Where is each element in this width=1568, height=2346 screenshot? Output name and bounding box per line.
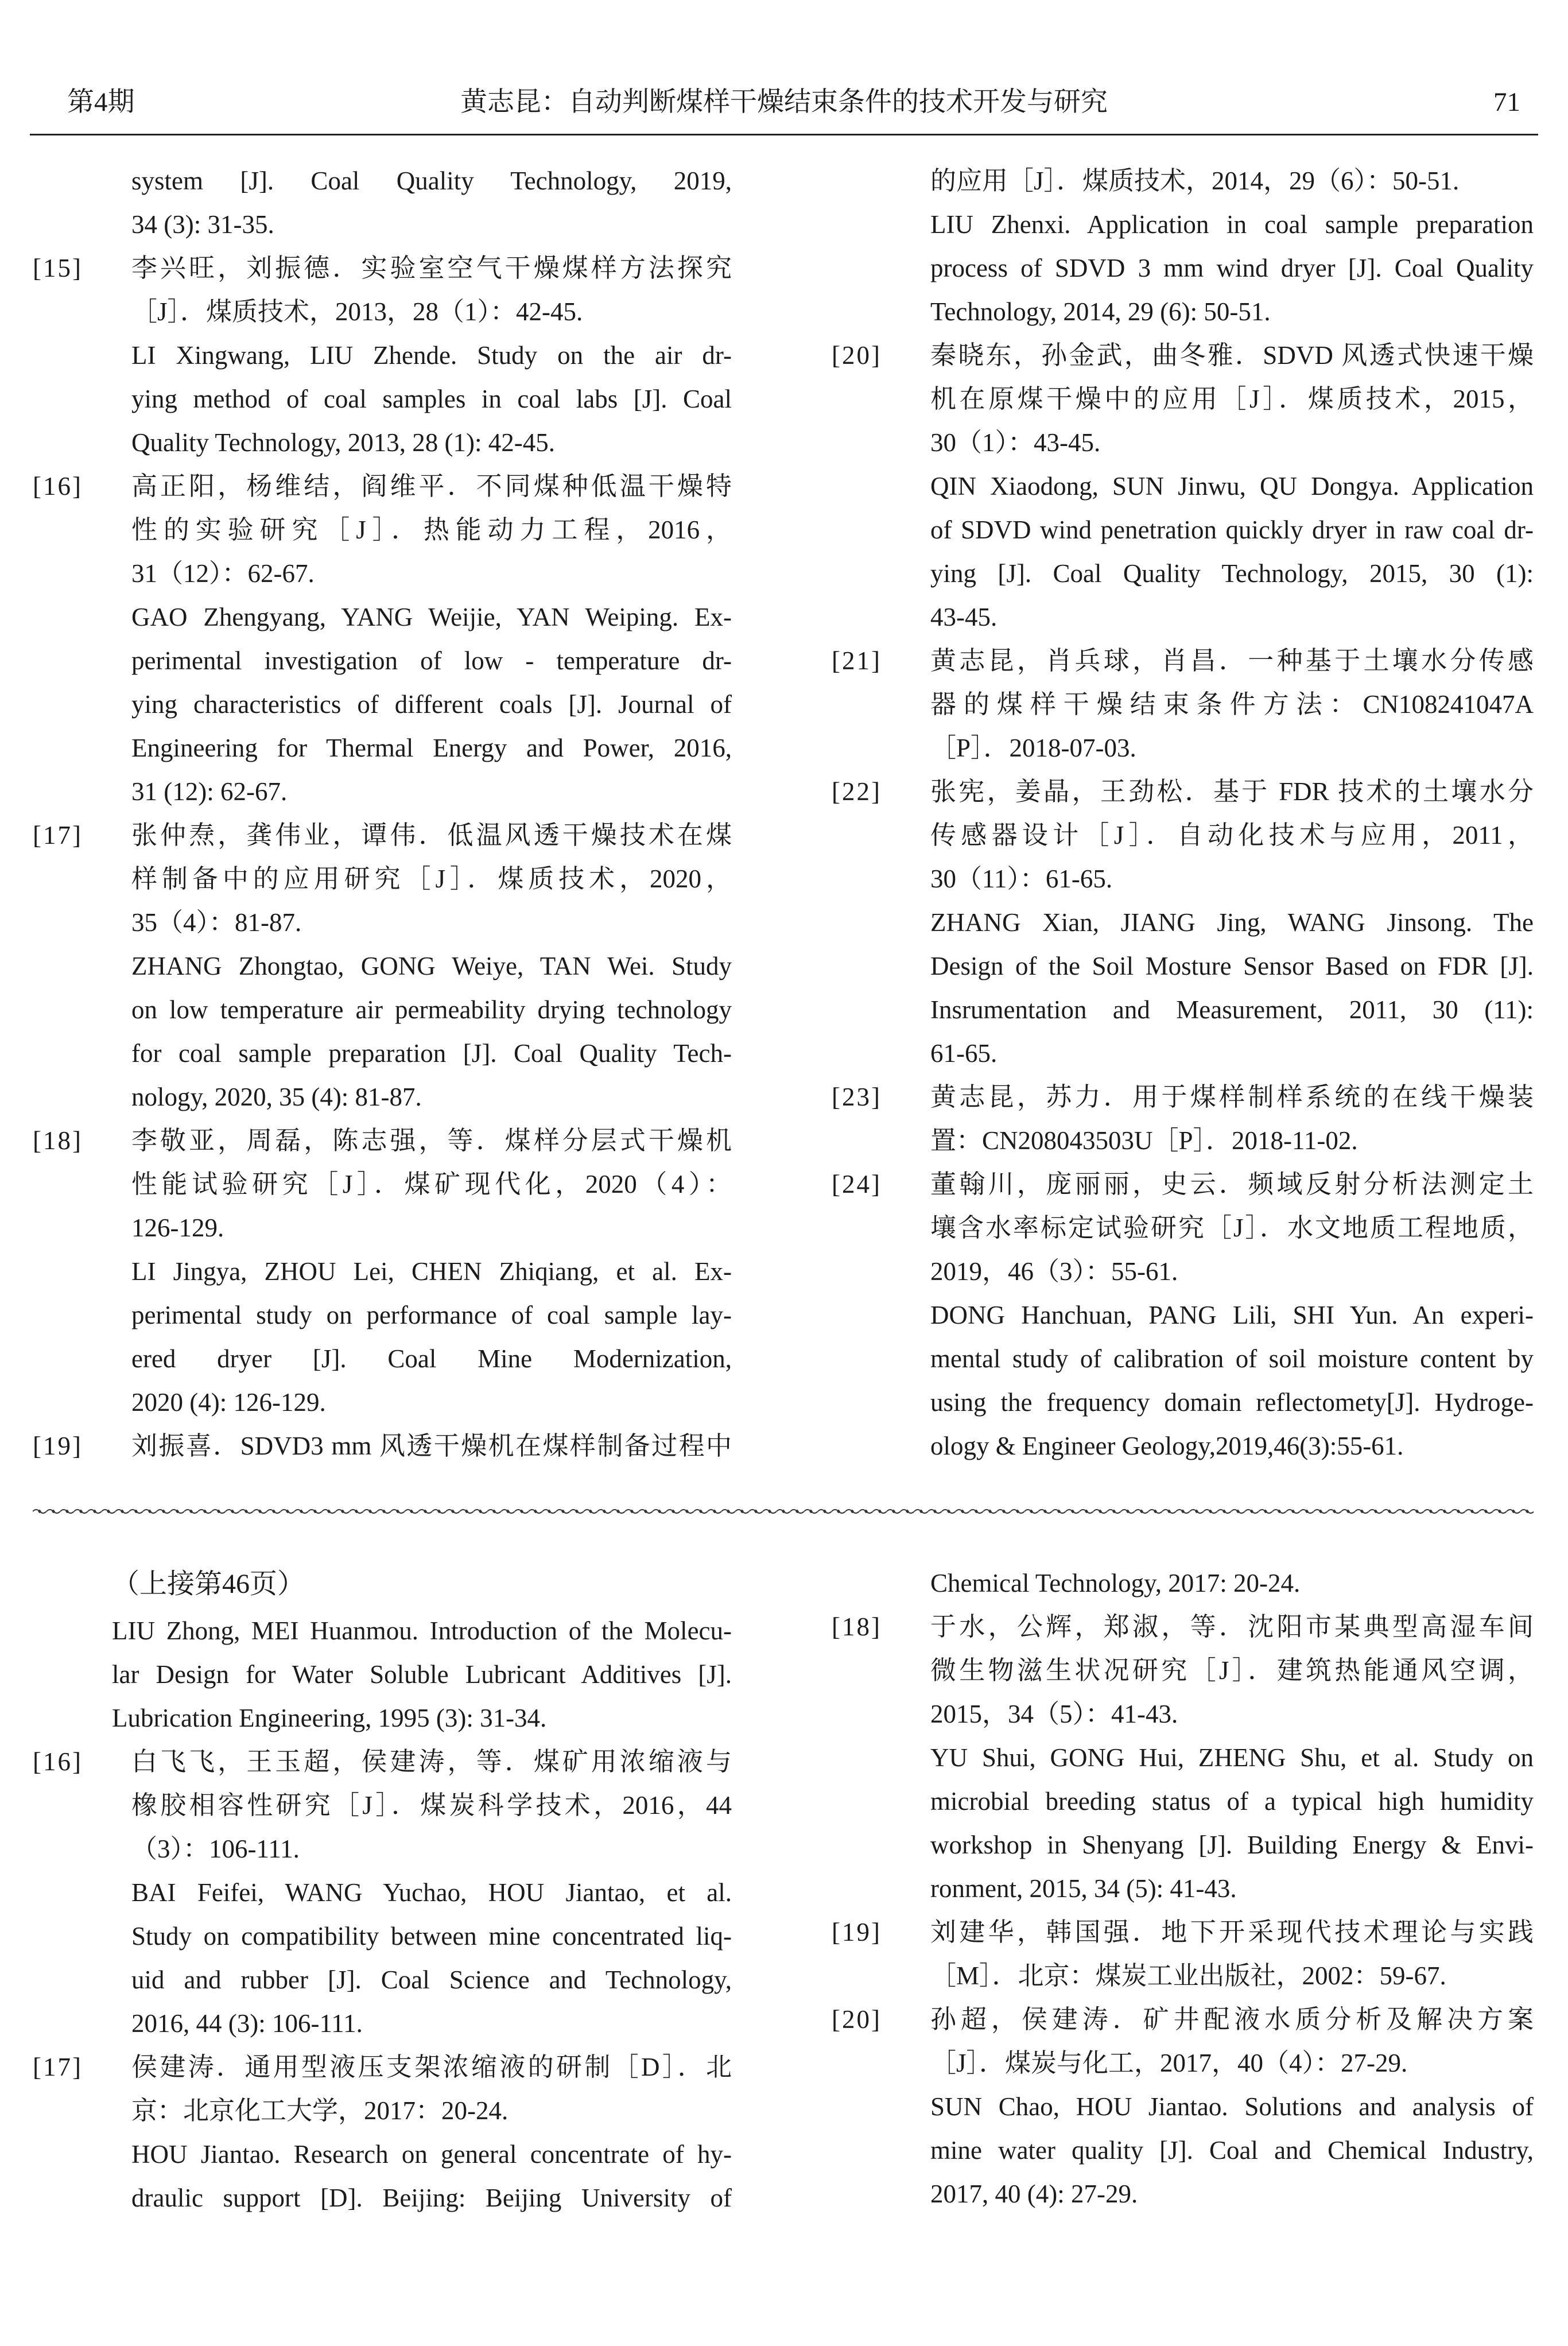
reference-line: system [J]. Coal Quality Technology, 2019, [131, 166, 732, 195]
reference-paragraph [131, 2132, 732, 2220]
reference-paragraph [930, 464, 1534, 639]
reference-line: DONG Hanchuan, PANG Lili, SHI Yun. An experi- [930, 1301, 1534, 1329]
reference-paragraph [930, 1605, 1534, 1736]
references-top-left [33, 159, 732, 1468]
reference-line: BAI Feifei, WANG Yuchao, HOU Jiantao, et al. [131, 1878, 732, 1907]
reference-entry [832, 1075, 1534, 1162]
reference-line: 刘振喜．SDVD3 mm 风透干燥机在煤样制备过程中 [131, 1432, 732, 1460]
reference-number: [17] [33, 821, 83, 850]
reference-line: 橡胶相容性研究［J］．煤炭科学技术，2016，44 [131, 1791, 732, 1820]
reference-line: nology, 2020, 35 (4): 81-87. [131, 1083, 422, 1111]
reference-body [930, 1998, 1534, 2216]
reference-line: Design of the Soil Mosture Sensor Based on FDR [J]. [930, 952, 1534, 980]
reference-line: Study on compatibility between mine concentrated liq- [131, 1922, 732, 1951]
reference-paragraph [112, 1609, 732, 1740]
reference-paragraph [131, 595, 732, 813]
reference-line: 秦晓东，孙金武，曲冬雅．SDVD 风透式快速干燥 [930, 341, 1534, 370]
reference-paragraph [131, 1740, 732, 1871]
reference-body [930, 1561, 1534, 1605]
reference-line: Insrumentation and Measurement, 2011, 30 (11): [930, 995, 1534, 1024]
reference-line: ered dryer [J]. Coal Mine Modernization, [131, 1344, 732, 1373]
reference-paragraph [131, 334, 732, 464]
reference-line: LIU Zhong, MEI Huanmou. Introduction of the Molecu- [112, 1616, 732, 1645]
reference-line: ［P］．2018-07-03. [930, 734, 1136, 762]
reference-body [112, 1609, 732, 1740]
reference-number: [18] [33, 1126, 83, 1155]
reference-line: 黄志昆，苏力．用于煤样制样系统的在线干燥装 [930, 1083, 1534, 1111]
reference-line: 性能试验研究［J］．煤矿现代化，2020（4）： [131, 1170, 732, 1199]
reference-line: Chemical Technology, 2017: 20-24. [930, 1569, 1301, 1597]
reference-line: 微生物滋生状况研究［J］．建筑热能通风空调， [930, 1656, 1534, 1685]
reference-body [930, 334, 1534, 639]
reference-line: 2020 (4): 126-129. [131, 1388, 326, 1417]
reference-line: ［J］．煤炭与化工，2017，40（4）：27-29. [930, 2049, 1408, 2077]
reference-line: 京：北京化工大学，2017：20-24. [131, 2096, 509, 2125]
reference-paragraph [930, 334, 1534, 464]
reference-entry [33, 1424, 732, 1468]
reference-line: 器的煤样干燥结束条件方法：CN108241047A [930, 690, 1534, 719]
reference-line: 43-45. [930, 603, 998, 631]
issue-label: 第4期 [67, 87, 135, 117]
reference-line: GAO Zhengyang, YANG Weijie, YAN Weiping. Ex- [131, 603, 732, 631]
reference-line: ying method of coal samples in coal labs [J]. Coal [131, 385, 732, 413]
reference-paragraph [930, 1075, 1534, 1162]
running-title: 黄志昆：自动判断煤样干燥结束条件的技术开发与研究 [460, 87, 1108, 117]
reference-line: 孙超，侯建涛．矿井配液水质分析及解决方案 [930, 2005, 1534, 2034]
reference-number [832, 1561, 930, 1605]
reference-line: mine water quality [J]. Coal and Chemical Industry, [930, 2136, 1534, 2165]
reference-entry [33, 1740, 732, 2045]
reference-line: ying [J]. Coal Quality Technology, 2015, 30 (1): [930, 559, 1534, 588]
reference-line: ［M］．北京：煤炭工业出版社，2002：59-67. [930, 1961, 1446, 1990]
reference-paragraph [131, 246, 732, 334]
reference-line: 2015，34（5）：41-43. [930, 1700, 1178, 1728]
reference-line: of SDVD wind penetration quickly dryer in raw coal dr- [930, 515, 1534, 544]
reference-paragraph [930, 901, 1534, 1075]
reference-body [930, 1910, 1534, 1998]
reference-number [832, 159, 930, 203]
reference-line: workshop in Shenyang [J]. Building Energy & Envi- [930, 1831, 1534, 1859]
reference-number: [15] [33, 254, 83, 282]
reference-line: LI Xingwang, LIU Zhende. Study on the air dr- [131, 341, 732, 370]
reference-number: [21] [832, 646, 882, 675]
reference-line: 传感器设计［J］．自动化技术与应用，2011， [930, 821, 1534, 850]
page-number: 71 [1493, 87, 1520, 117]
reference-entry [832, 1605, 1534, 1910]
reference-line: ronment, 2015, 34 (5): 41-43. [930, 1874, 1237, 1903]
reference-line: 壤含水率标定试验研究［J］．水文地质工程地质， [930, 1213, 1534, 1242]
reference-line: 31 (12): 62-67. [131, 777, 288, 806]
reference-paragraph [930, 159, 1534, 203]
reference-paragraph [131, 159, 732, 246]
reference-line: draulic support [D]. Beijing: Beijing University of [131, 2184, 732, 2212]
reference-paragraph [930, 203, 1534, 334]
reference-line: 置：CN208043503U［P］．2018-11-02. [930, 1126, 1358, 1155]
reference-continuation [832, 1561, 1534, 1605]
reference-number: [16] [33, 472, 83, 501]
reference-body [131, 1119, 732, 1424]
reference-line: LIU Zhenxi. Application in coal sample preparation [930, 210, 1534, 239]
reference-continuation [33, 1609, 732, 1740]
reference-number: [16] [33, 1747, 83, 1776]
reference-entry [832, 770, 1534, 1075]
reference-line: 35（4）：81-87. [131, 908, 302, 937]
reference-continuation [33, 159, 732, 246]
reference-line: 126-129. [131, 1213, 224, 1242]
reference-line: YU Shui, GONG Hui, ZHENG Shu, et al. Study on [930, 1743, 1534, 1772]
reference-body [930, 1605, 1534, 1910]
reference-body [930, 159, 1534, 334]
references-bottom-left [33, 1609, 732, 2220]
reference-line: 张仲焘，龚伟业，谭伟．低温风透干燥技术在煤 [131, 821, 732, 850]
reference-number [33, 159, 131, 203]
reference-line: 机在原煤干燥中的应用［J］．煤质技术，2015， [930, 385, 1534, 413]
reference-line: 白飞飞，王玉超，侯建涛，等．煤矿用浓缩液与 [131, 1747, 732, 1776]
reference-line: on low temperature air permeability drying technology [131, 995, 732, 1024]
reference-line: Engineering for Thermal Energy and Power, 2016, [131, 734, 732, 762]
reference-body [930, 770, 1534, 1075]
reference-body [131, 1740, 732, 2045]
reference-number: [18] [832, 1612, 882, 1641]
reference-line: ying characteristics of different coals [J]. Journal of [131, 690, 732, 719]
reference-line: 2016, 44 (3): 106-111. [131, 2009, 363, 2038]
reference-paragraph [131, 464, 732, 595]
reference-line: 31（12）：62-67. [131, 559, 315, 588]
reference-body [131, 246, 732, 464]
reference-body [131, 464, 732, 813]
reference-line: 黄志昆，肖兵球，肖昌．一种基于土壤水分传感 [930, 646, 1534, 675]
reference-paragraph [930, 1293, 1534, 1468]
reference-body [131, 159, 732, 246]
reference-line: HOU Jiantao. Research on general concentrate of hy- [131, 2140, 732, 2169]
reference-entry [33, 464, 732, 813]
reference-paragraph [131, 1871, 732, 2045]
reference-number: [19] [832, 1918, 882, 1946]
header-rule [30, 134, 1538, 135]
reference-line: 侯建涛．通用型液压支架浓缩液的研制［D］．北 [131, 2053, 732, 2081]
reference-line: 2017, 40 (4): 27-29. [930, 2180, 1138, 2208]
reference-paragraph [131, 813, 732, 944]
reference-line: uid and rubber [J]. Coal Science and Technology, [131, 1965, 732, 1994]
section-divider [33, 1506, 1534, 1517]
reference-entry [33, 246, 732, 464]
reference-line: 30（1）：43-45. [930, 428, 1101, 457]
reference-line: 于水，公辉，郑淑，等．沈阳市某典型高湿车间 [930, 1612, 1534, 1641]
reference-body [131, 2045, 732, 2220]
reference-body [930, 1075, 1534, 1162]
continuation-note: （上接第46页） [112, 1569, 305, 1599]
reference-paragraph [930, 770, 1534, 901]
reference-continuation [832, 159, 1534, 334]
reference-entry [832, 1998, 1534, 2216]
references-top-right [832, 159, 1534, 1468]
reference-line: 样制备中的应用研究［J］．煤质技术，2020， [131, 864, 732, 893]
reference-body [131, 813, 732, 1119]
reference-line: 性的实验研究［J］．热能动力工程，2016， [131, 515, 732, 544]
reference-entry [33, 1119, 732, 1424]
reference-number: [20] [832, 341, 882, 370]
reference-line: 李兴旺，刘振德．实验室空气干燥煤样方法探究 [131, 254, 732, 282]
reference-line: LI Jingya, ZHOU Lei, CHEN Zhiqiang, et al. Ex- [131, 1257, 732, 1286]
reference-paragraph [131, 1424, 732, 1468]
reference-entry [832, 1910, 1534, 1998]
reference-line: Technology, 2014, 29 (6): 50-51. [930, 297, 1271, 326]
reference-paragraph [930, 2085, 1534, 2216]
reference-body [930, 1162, 1534, 1468]
reference-line: process of SDVD 3 mm wind dryer [J]. Coal Quality [930, 254, 1534, 282]
reference-line: ZHANG Zhongtao, GONG Weiye, TAN Wei. Study [131, 952, 732, 980]
references-bottom-right [832, 1561, 1534, 2216]
reference-number: [20] [832, 2005, 882, 2034]
reference-line: 刘建华，韩国强．地下开采现代技术理论与实践 [930, 1918, 1534, 1946]
reference-entry [832, 639, 1534, 770]
reference-entry [832, 334, 1534, 639]
reference-paragraph [930, 639, 1534, 770]
reference-line: QIN Xiaodong, SUN Jinwu, QU Dongya. Application [930, 472, 1534, 501]
reference-paragraph [131, 1250, 732, 1424]
reference-line: 30（11）：61-65. [930, 864, 1113, 893]
reference-line: ology & Engineer Geology,2019,46(3):55-61. [930, 1432, 1404, 1460]
reference-line: 高正阳，杨维结，阎维平．不同煤种低温干燥特 [131, 472, 732, 501]
reference-line: ［J］．煤质技术，2013，28（1）：42-45. [131, 297, 583, 326]
reference-paragraph [930, 1162, 1534, 1293]
reference-body [930, 639, 1534, 770]
reference-entry [33, 2045, 732, 2220]
reference-body [131, 1424, 732, 1468]
reference-line: 61-65. [930, 1039, 998, 1068]
reference-paragraph [131, 944, 732, 1119]
reference-paragraph [930, 1998, 1534, 2085]
reference-line: lar Design for Water Soluble Lubricant Additives [J]. [112, 1660, 732, 1689]
reference-number: [24] [832, 1170, 882, 1199]
reference-line: for coal sample preparation [J]. Coal Quality Tech- [131, 1039, 732, 1068]
reference-line: perimental study on performance of coal sample lay- [131, 1301, 732, 1329]
reference-line: （3）：106-111. [131, 1835, 300, 1863]
reference-number: [17] [33, 2053, 83, 2081]
reference-paragraph [131, 1119, 732, 1250]
reference-line: 的应用［J］．煤质技术，2014，29（6）：50-51. [930, 166, 1460, 195]
reference-line: Lubrication Engineering, 1995 (3): 31-34. [112, 1704, 547, 1732]
reference-paragraph [930, 1736, 1534, 1910]
reference-paragraph [930, 1910, 1534, 1998]
reference-line: microbial breeding status of a typical high humidity [930, 1787, 1534, 1816]
reference-line: ZHANG Xian, JIANG Jing, WANG Jinsong. The [930, 908, 1534, 937]
reference-number: [22] [832, 777, 882, 806]
reference-number: [19] [33, 1432, 83, 1460]
reference-entry [33, 813, 732, 1119]
reference-paragraph [930, 1561, 1534, 1605]
reference-line: using the frequency domain reflectomety[J]. Hydroge- [930, 1388, 1534, 1417]
reference-line: 董翰川，庞丽丽，史云．频域反射分析法测定土 [930, 1170, 1534, 1199]
reference-paragraph [131, 2045, 732, 2132]
reference-line: 2019，46（3）：55-61. [930, 1257, 1178, 1286]
reference-line: SUN Chao, HOU Jiantao. Solutions and analysis of [930, 2092, 1534, 2121]
reference-line: Quality Technology, 2013, 28 (1): 42-45. [131, 428, 555, 457]
reference-line: 张宪，姜晶，王劲松．基于 FDR 技术的土壤水分 [930, 777, 1534, 806]
reference-line: 李敬亚，周磊，陈志强，等．煤样分层式干燥机 [131, 1126, 732, 1155]
reference-number: [23] [832, 1083, 882, 1111]
reference-line: mental study of calibration of soil moisture content by [930, 1344, 1534, 1373]
reference-line: perimental investigation of low - temperature dr- [131, 646, 732, 675]
reference-entry [832, 1162, 1534, 1468]
reference-line: 34 (3): 31-35. [131, 210, 274, 239]
